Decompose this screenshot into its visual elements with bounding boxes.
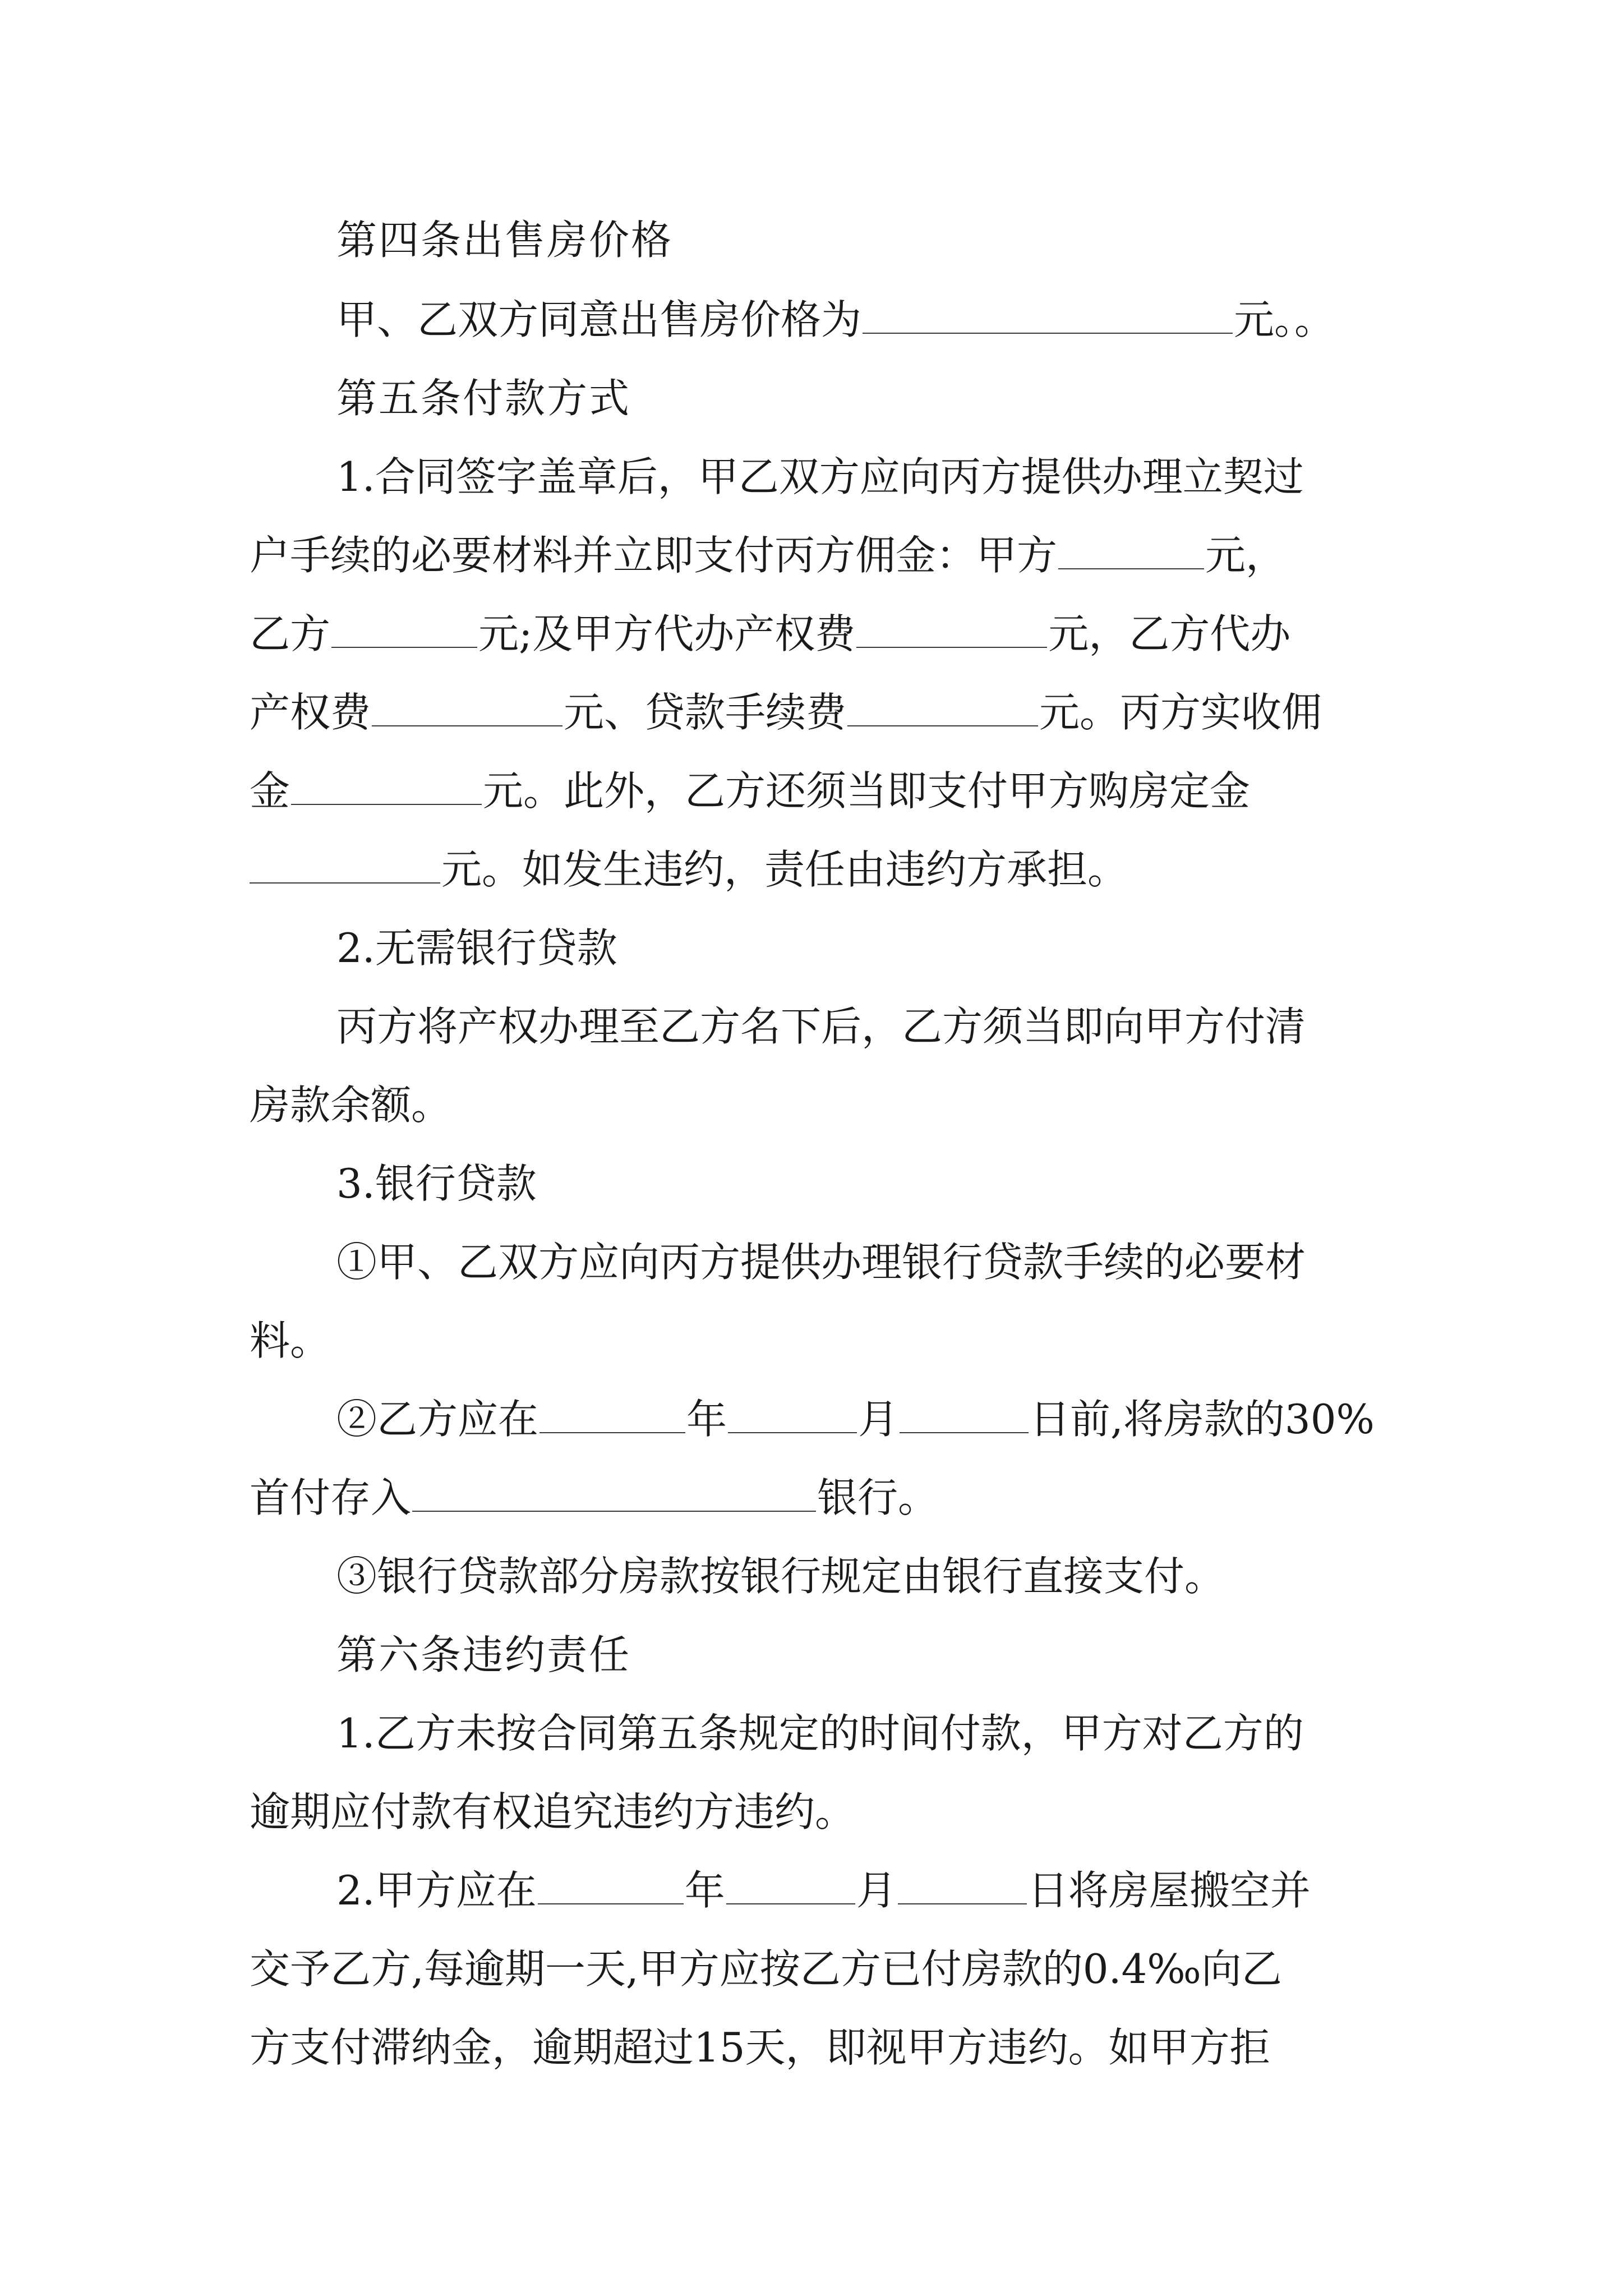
year-blank: [540, 1393, 685, 1433]
article-5-item-1-line-6: [250, 841, 1128, 898]
article-5-item-1-line-1: [336, 449, 1304, 505]
article-5-item-3-clause-3: [336, 1548, 1225, 1604]
month-label: 月: [858, 1396, 899, 1443]
bank-name-blank: [412, 1471, 816, 1512]
day-blank: [900, 1393, 1029, 1433]
deposit-text: 元。此外，乙方还须当即支付甲方购房定金: [483, 767, 1251, 815]
no-loan-text-cont: 房款余额。: [250, 1082, 452, 1129]
article-4-heading-text: 第四条出售房价格: [336, 217, 674, 264]
clause-3-text: ③银行贷款部分房款按银行规定由银行直接支付。: [336, 1553, 1225, 1600]
price-text: 甲、乙双方同意出售房价格为: [336, 296, 862, 343]
article-5-item-2-line-1: [336, 999, 1306, 1055]
property-fee-text: 元;及甲方代办产权费: [478, 610, 856, 657]
vacate-year-label: 年: [684, 1867, 725, 1914]
article-6-item-2-text: 2.甲方应在: [336, 1867, 537, 1914]
loan-fee-blank: [847, 686, 1038, 726]
article-5-item-2-heading: [336, 920, 617, 976]
vacate-text: 日将房屋搬空并: [1027, 1867, 1311, 1914]
article-5-item-1-line-3: [250, 606, 1290, 662]
article-6-item-1-text: 1.乙方未按合同第五条规定的时间付款，甲方对乙方的: [336, 1710, 1304, 1757]
article-5-item-3-clause-2-line-1: [336, 1391, 1375, 1447]
party-a-commission-blank: [1058, 529, 1204, 569]
article-5-heading-text: 第五条付款方式: [336, 375, 631, 422]
article-6-item-1-line-2: [250, 1784, 855, 1840]
vacate-year-blank: [538, 1864, 684, 1904]
article-6-heading: [336, 1627, 631, 1683]
loan-fee-text: 元、贷款手续费: [564, 689, 847, 736]
vacate-month-blank: [726, 1864, 855, 1904]
article-5-item-3-clause-2-line-2: [250, 1470, 938, 1526]
article-5-heading: [336, 370, 631, 426]
article-4-heading: [336, 212, 673, 268]
party-b-property-fee-blank: [372, 686, 562, 726]
late-fee-text-cont: 方支付滞纳金，逾期超过15天，即视甲方违约。如甲方拒: [250, 2024, 1270, 2071]
party-a-property-fee-blank: [856, 608, 1047, 648]
article-6-item-2-line-1: [336, 1862, 1311, 1918]
late-fee-text: 交予乙方,每逾期一天,甲方应按乙方已付房款的0.4‰向乙: [250, 1945, 1282, 1993]
actual-commission-blank: [291, 765, 482, 805]
commission-unit-text: 元，: [1205, 532, 1287, 579]
bank-loan-heading-text: 3.银行贷款: [336, 1160, 537, 1207]
article-6-item-2-line-3: [250, 2019, 1270, 2076]
price-unit-text: 元。。: [1234, 296, 1335, 343]
party-b-label: 乙方: [250, 610, 331, 657]
article-6-item-1-text-cont: 逾期应付款有权追究违约方违约。: [250, 1788, 856, 1835]
article-6-item-1-line-1: [336, 1705, 1304, 1761]
clause-1-text: ①甲、乙双方应向丙方提供办理银行贷款手续的必要材: [336, 1239, 1306, 1286]
commission-label: 金: [250, 767, 291, 815]
deposit-into-text: 首付存入: [250, 1474, 412, 1521]
vacate-day-blank: [898, 1864, 1027, 1904]
article-6-heading-text: 第六条违约责任: [336, 1631, 631, 1678]
bank-label: 银行。: [817, 1474, 939, 1521]
article-4-price-line: [336, 292, 1335, 348]
article-5-item-3-clause-1-line-1: [336, 1234, 1306, 1290]
article-5-item-1-line-2: [250, 527, 1286, 583]
article-6-item-2-line-2: [250, 1941, 1282, 1997]
article-5-item-1-line-5: [250, 763, 1250, 819]
vacate-month-label: 月: [856, 1867, 897, 1914]
price-blank: [863, 293, 1233, 334]
party-b-commission-blank: [331, 608, 477, 648]
article-5-item-1-line-4: [250, 684, 1322, 740]
breach-text: 元。如发生违约，责任由违约方承担。: [441, 846, 1128, 893]
article-5-item-3-heading: [336, 1156, 537, 1212]
property-fee-label: 产权费: [250, 689, 371, 736]
actual-commission-text: 元。丙方实收佣: [1039, 689, 1322, 736]
deposit-blank: [250, 843, 440, 884]
clause-2-text: ②乙方应在: [336, 1396, 539, 1443]
party-b-proxy-text: 元，乙方代办: [1048, 610, 1291, 657]
year-label: 年: [686, 1396, 727, 1443]
month-blank: [728, 1393, 857, 1433]
article-5-item-2-line-2: [250, 1077, 451, 1133]
clause-1-text-cont: 料。: [250, 1317, 331, 1364]
commission-text: 户手续的必要材料并立即支付丙方佣金：甲方: [250, 532, 1058, 579]
article-5-item-3-clause-1-line-2: [250, 1313, 330, 1369]
no-loan-heading-text: 2.无需银行贷款: [336, 924, 617, 972]
article-5-item-1-text: 1.合同签字盖章后，甲乙双方应向丙方提供办理立契过: [336, 453, 1304, 500]
down-payment-text: 日前,将房款的30%: [1030, 1396, 1375, 1443]
no-loan-text: 丙方将产权办理至乙方名下后，乙方须当即向甲方付清: [336, 1003, 1306, 1050]
